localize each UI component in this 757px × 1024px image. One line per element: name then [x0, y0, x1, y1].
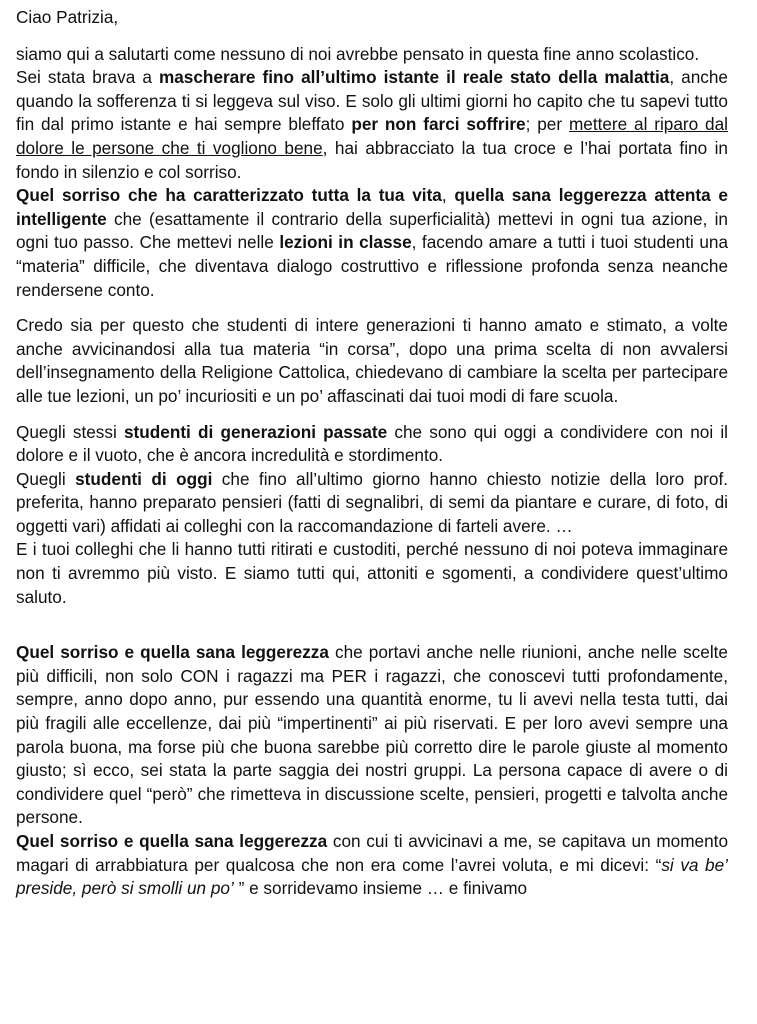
text-run: che (esattamente il contrario della superficialità) mettevi in ogni tua azione, in ogni tuo passo. Che mettevi nelle	[16, 208, 728, 253]
paragraph-spacer	[16, 302, 728, 314]
letter-greeting: Ciao Patrizia,	[16, 7, 119, 27]
bold-text-run: quella sana leggerezza attenta e intelligente	[16, 185, 728, 229]
bold-text-run: Quel sorriso e quella sana leggerezza	[16, 831, 328, 851]
letter-paragraph-colleagues	[16, 538, 728, 609]
text-run: ” e sorridevamo insieme … e finivamo	[233, 878, 528, 899]
bold-text-run: studenti di generazioni passate	[123, 421, 388, 442]
text-run: Quegli	[16, 468, 76, 489]
letter-paragraph-illness	[16, 66, 728, 184]
text-run: che portavi anche nelle riunioni, anche nelle scelte più difficili, non solo CON i ragazzi ma PER i ragazzi, che conoscevi tutti profondamente, sempre, anno dopo anno, pur essendo una quantità enorme, tu li avevi nella testa tutti, dai più fragili alle eccellenze, dai più “impertinenti” ai più riservati. E per loro avevi sempre una parola buona, ma forse più che buona sarebbe più corretto dire le parole giuste al momento giusto; sì ecco, sei stata la parte saggia dei nostri gruppi. La persona capace di avere o di condividere quel “però” che rimetteva in discussione scelte, pensieri, progetti e talvolta anche persone.	[16, 642, 728, 828]
text-run: Credo sia per questo che studenti di intere generazioni ti hanno amato e stimato, a volte anche avvicinandosi alla tua materia “in corsa”, dopo una prima scelta di non avvalersi dell’insegnamento della Religione Cattolica, chiedevano di cambiare la scelta per partecipare alle tue lezioni, un po’ incuriositi e un po’ affascinati dai tuoi modi di fare scuola.	[16, 315, 728, 406]
letter-paragraph-smile	[16, 184, 728, 302]
italic-text-run: si va be’ preside, però si smolli un po’	[16, 854, 728, 899]
text-run: , facendo amare a tutti i tuoi studenti una “materia” difficile, che diventava dialogo costruttivo e riflessione profonda senza neanche rendersene conto.	[16, 232, 729, 300]
underlined-text-run: mettere al riparo dal dolore le persone che ti vogliono bene	[16, 114, 728, 158]
text-run: , anche quando la sofferenza ti si leggeva sul viso. E solo gli ultimi giorni ho capito che tu sapevi tutto fin dal primo istante e hai sempre bleffato	[16, 67, 728, 135]
text-run: ,	[441, 185, 455, 206]
letter-paragraph-principal	[16, 830, 728, 901]
paragraph-spacer	[16, 409, 728, 421]
paragraph-spacer	[16, 609, 728, 641]
text-run: ; per	[525, 114, 569, 135]
letter-paragraph-meetings	[16, 641, 728, 830]
text-run: che sono qui oggi a condividere con noi il dolore e il vuoto, che è ancora incredulità e stordimento.	[16, 421, 728, 466]
bold-text-run: mascherare fino all’ultimo istante il reale stato della malattia	[158, 67, 670, 88]
text-run: E i tuoi colleghi che li hanno tutti ritirati e custoditi, perché nessuno di noi poteva immaginare non ti avremmo più visto. E siamo tutti qui, attoniti e sgomenti, a condividere quest’ultimo saluto.	[16, 539, 728, 607]
text-run: , hai abbracciato la tua croce e l’hai portata fino in fondo in silenzio e col sorriso.	[16, 137, 728, 182]
letter-paragraph-current-students	[16, 468, 728, 539]
letter-paragraph-generations	[16, 314, 728, 408]
letter-paragraph-past-students	[16, 421, 728, 468]
letter-page	[16, 0, 728, 901]
text-run: che fino all’ultimo giorno hanno chiesto notizie della loro prof. preferita, hanno preparato pensieri (fatti di segnalibri, di semi da piantare e curare, di foto, di oggetti vari) affidati ai colleghi con la raccomandazione di farteli avere. …	[16, 468, 728, 536]
bold-text-run: Quel sorriso che ha caratterizzato tutta la tua vita	[16, 185, 442, 206]
letter-paragraph-opening	[16, 43, 728, 67]
text-run: siamo qui a salutarti come nessuno di noi avrebbe pensato in questa fine anno scolastico.	[16, 43, 700, 64]
bold-text-run: studenti di oggi	[75, 468, 213, 489]
bold-text-run: per non farci soffrire	[351, 114, 526, 135]
bold-text-run: lezioni in classe	[279, 232, 412, 253]
text-run: Sei stata brava a	[16, 67, 159, 88]
text-run: con cui ti avvicinavi a me, se capitava un momento magari di arrabbiatura per qualcosa che non era come l’avrei voluta, e mi dicevi: “	[16, 831, 728, 875]
bold-text-run: Quel sorriso e quella sana leggerezza	[16, 642, 329, 663]
text-run: Quegli stessi	[16, 421, 124, 442]
